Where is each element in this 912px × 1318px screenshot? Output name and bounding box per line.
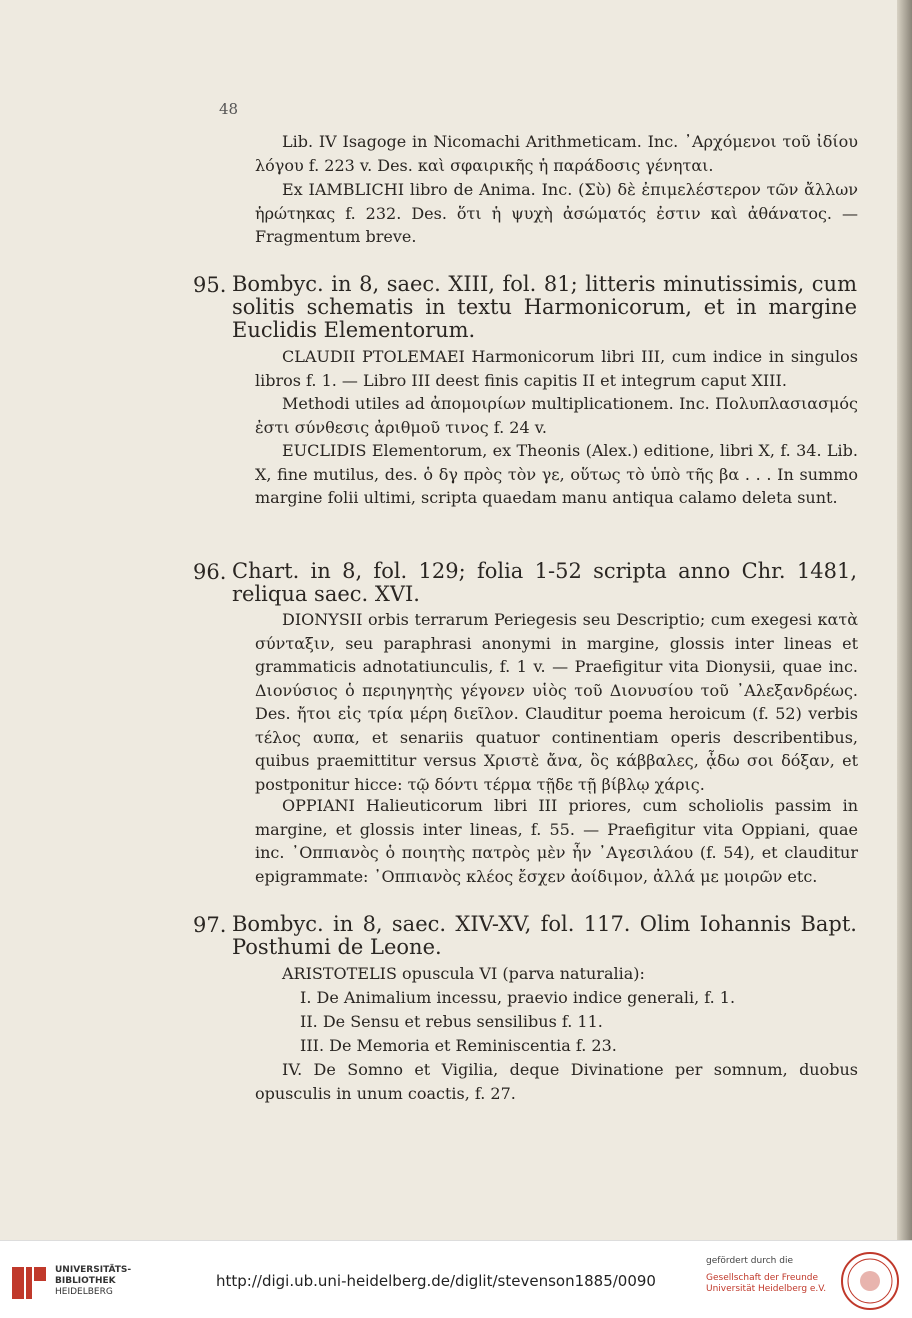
entry-list-item: I. De Animalium incessu, praevio indice generali, f. 1. — [300, 988, 736, 1007]
footer — [0, 1240, 912, 1318]
permalink[interactable]: http://digi.ub.uni-heidelberg.de/diglit/stevenson1885/0090 — [216, 1272, 656, 1290]
entry-heading: Bombyc. in 8, saec. XIII, fol. 81; litteris minutissimis, cum solitis schematis in textu Harmonicorum, et in margine Euclidis Elementorum. — [232, 272, 857, 342]
entry-number: 95. — [193, 273, 227, 297]
entry-heading: Bombyc. in 8, saec. XIV-XV, fol. 117. Olim Iohannis Bapt. Posthumi de Leone. — [232, 912, 857, 959]
library-logo-icon — [10, 1263, 50, 1303]
entry-list-item: IV. De Somno et Vigilia, deque Divinatione per somnum, duobus opusculis in unum coactis, f. 27. — [255, 1060, 858, 1103]
entry-paragraph: DIONYSII orbis terrarum Periegesis seu Descriptio; cum exegesi κατὰ σύνταξιν, seu paraphrasi anonymi in margine, glossis inter lineas et grammaticis adnotatiunculis, f. 1 v. — Praefigitur vita Dionysii, quae inc. Διονύσιος ὁ περιηγητὴς γέγονεν υἱὸς τοῦ Διονυσίου τοῦ ᾿Αλεξανδρέως. Des. ἤτοι εἰς τρία μέρη διεῖλον. Clauditur poema heroicum (f. 52) verbis τέλος αυπα, et senariis quatuor continentiam operis describentibus, quibus praemittitur versus Χριστὲ ἄνα, ὃς κάββαλες, ᾆδω σοι δόξαν, et postponitur hicce: τῷ δόντι τέρμα τῇδε τῇ βίβλῳ χάρις. — [255, 610, 858, 794]
entry-paragraph: Methodi utiles ad ἀπομοιρίων multiplicationem. Inc. Πολυπλασιασμός ἐστι σύνθεσις ἀριθμοῦ τινος f. 24 v. — [255, 394, 858, 437]
page-edge-shadow — [897, 0, 912, 1240]
entry-paragraph: EUCLIDIS Elementorum, ex Theonis (Alex.) editione, libri X, f. 34. Lib. X, fine mutilus, des. ὁ δγ πρὸς τὸν γε, οὕτως τὸ ὑπὸ τῆς βα . . . In summo margine folii ultimi, scripta quaedam manu antiqua calamo deleta sunt. — [255, 441, 858, 507]
entry-paragraph: ARISTOTELIS opuscula VI (parva naturalia): — [282, 964, 645, 983]
entry-paragraph: CLAUDII PTOLEMAEI Harmonicorum libri III, cum indice in singulos libros f. 1. — Libro III deest finis capitis II et integrum caput XIII. — [255, 347, 858, 390]
entry-number: 97. — [193, 913, 227, 937]
funded-by-label: gefördert durch die — [706, 1256, 793, 1266]
intro-paragraph-1: Lib. IV Isagoge in Nicomachi Arithmeticam. Inc. ᾿Αρχόμενοι τοῦ ἰδίου λόγου f. 223 v. Des. καὶ σφαιρικῆς ἡ παράδοσις γένηται. — [255, 132, 858, 175]
library-name: UNIVERSITÄTS- BIBLIOTHEK HEIDELBERG — [55, 1265, 132, 1297]
entry-paragraph: OPPIANI Halieuticorum libri III priores, cum scholiolis passim in margine, et glossis inter lineas, f. 55. — Praefigitur vita Oppiani, quae inc. ᾿Οππιανὸς ὁ ποιητὴς πατρὸς μὲν ἦν ᾿Αγεσιλάου (f. 54), et clauditur epigrammate: ᾿Οππιανὸς κλέος ἔσχεν ἀοίδιμον, ἀλλά με μοιρῶν etc. — [255, 796, 858, 886]
entry-heading: Chart. in 8, fol. 129; folia 1-52 scripta anno Chr. 1481, reliqua saec. XVI. — [232, 559, 857, 606]
entry-list-item: III. De Memoria et Reminiscentia f. 23. — [300, 1036, 617, 1055]
entry-number: 96. — [193, 560, 227, 584]
sponsor-name: Gesellschaft der Freunde Universität Heidelberg e.V. — [706, 1273, 827, 1294]
intro-paragraph-2: Ex IAMBLICHI libro de Anima. Inc. (Σὺ) δὲ ἐπιμελέστερον τῶν ἄλλων ἡρώτηκας f. 232. Des. ὅτι ἡ ψυχὴ ἀσώματός ἐστιν καὶ ἀθάνατος. — Fragmentum breve. — [255, 180, 858, 246]
entry-list-item: II. De Sensu et rebus sensilibus f. 11. — [300, 1012, 603, 1031]
page-number: 48 — [219, 100, 239, 118]
university-seal-icon — [840, 1251, 900, 1311]
